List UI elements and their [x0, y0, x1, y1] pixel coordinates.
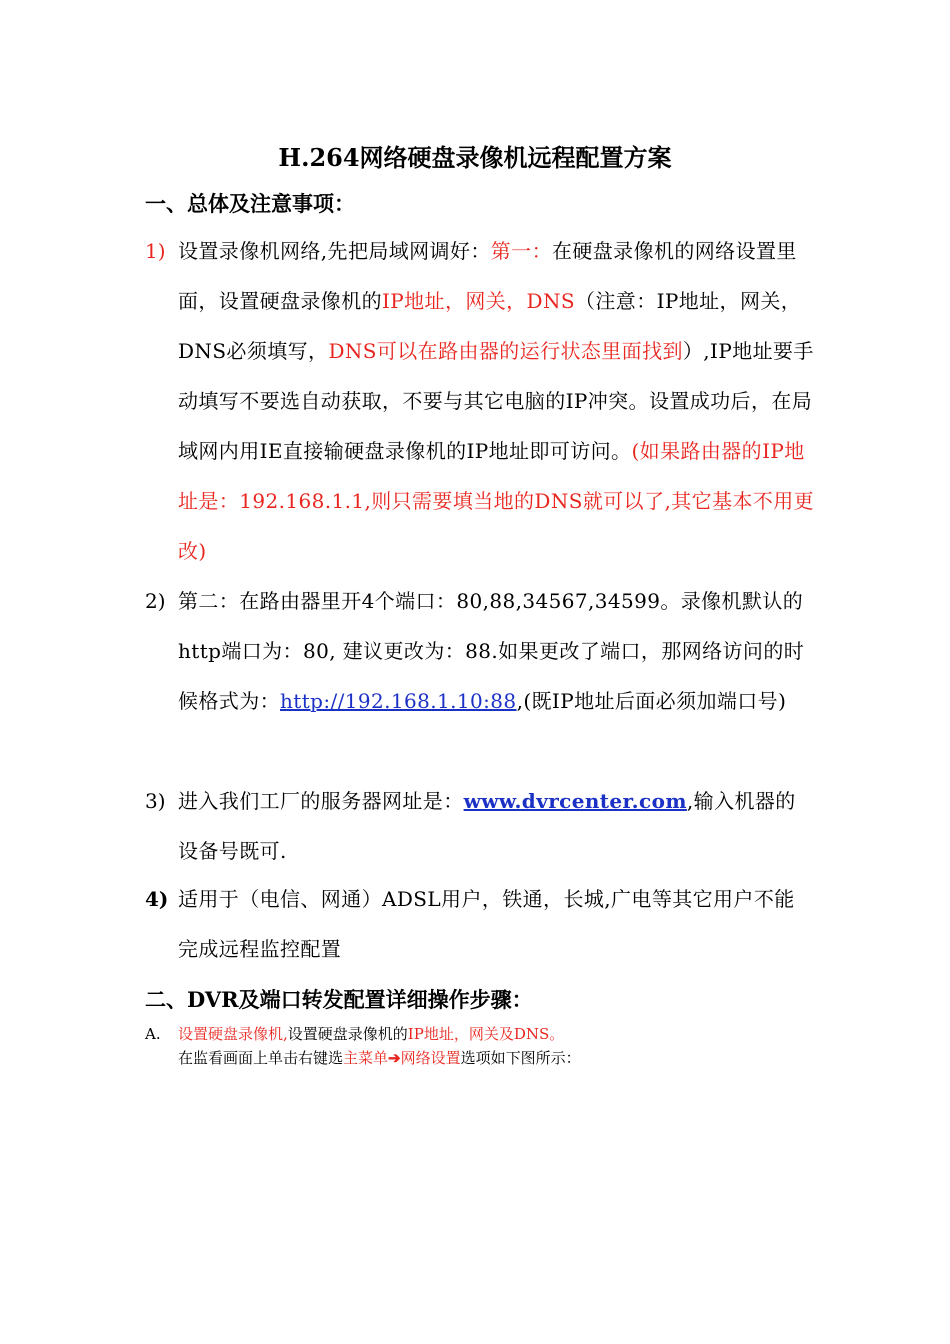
step-label: A.	[145, 1025, 161, 1043]
item-number: 4)	[145, 887, 169, 911]
item-number: 2)	[145, 589, 166, 613]
item-text: 适用于（电信、网通）ADSL用户，铁通，长城,广电等其它用户不能完成远程监控配置	[178, 887, 795, 961]
list-item-2	[145, 576, 815, 726]
item-text: 设置录像机网络,先把局域网调好：第一：在硬盘录像机的网络设置里面，设置硬盘录像机的IP地址，网关，DNS（注意：IP地址，网关，DNS必须填写，DNS可以在路由器的运行状态里面找到）,IP地址要手动填写不要选自动获取，不要与其它电脑的IP冲突。设置成功后，在局域网内用IE直接输硬盘录像机的IP地址即可访问。(如果路由器的IP地址是：192.168.1.1,则只需要填当地的DNS就可以了,其它基本不用更改)	[178, 239, 815, 563]
right-arrow-icon: ➔	[388, 1049, 401, 1067]
list-item-1	[145, 226, 815, 576]
step-a-line1: A. 设置硬盘录像机,设置硬盘录像机的IP地址，网关及DNS。	[145, 1022, 581, 1046]
server-url-link[interactable]: www.dvrcenter.com	[463, 789, 687, 813]
item-text: 进入我们工厂的服务器网址是：www.dvrcenter.com,输入机器的设备号既可.	[178, 789, 796, 863]
document-title: H.264网络硬盘录像机远程配置方案	[278, 143, 672, 172]
list-item-4	[145, 874, 815, 974]
section2-heading: 二、DVR及端口转发配置详细操作步骤：	[145, 987, 533, 1012]
step-a-line2: 在监看画面上单击右键选主菜单➔网络设置选项如下图所示：	[178, 1049, 581, 1067]
step-a	[145, 1022, 581, 1070]
item-text: 第二：在路由器里开4个端口：80,88,34567,34599。录像机默认的http端口为：80, 建议更改为：88.如果更改了端口，那网络访问的时候格式为：http://192.168.1.10:88,(既IP地址后面必须加端口号)	[178, 589, 805, 713]
item-number: 1)	[145, 239, 166, 263]
section1-heading: 一、总体及注意事项：	[145, 191, 355, 216]
item-number: 3)	[145, 789, 166, 813]
list-item-3	[145, 776, 815, 876]
router-url-link[interactable]: http://192.168.1.10:88	[280, 689, 517, 713]
